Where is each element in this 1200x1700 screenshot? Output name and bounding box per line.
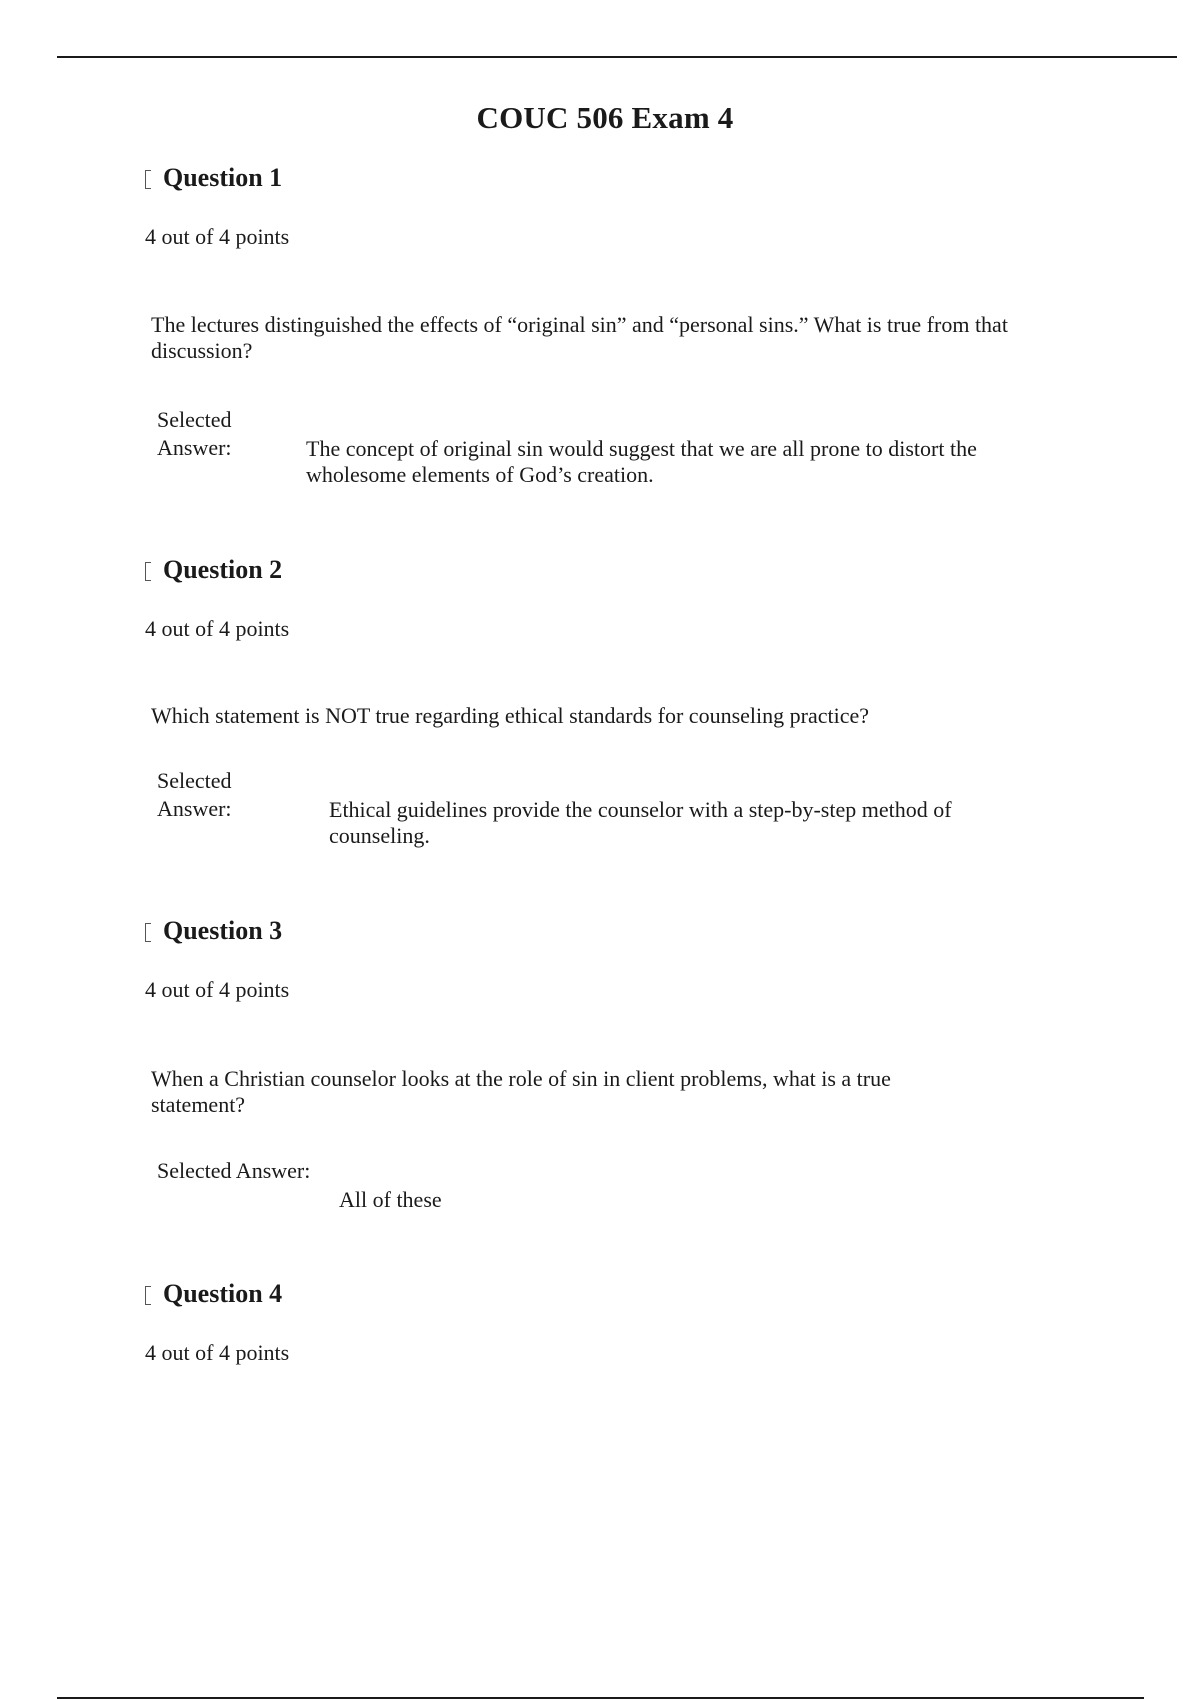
selected-label-line2: Answer: bbox=[157, 435, 232, 460]
question-1-points: 4 out of 4 points bbox=[145, 224, 290, 249]
document-title: COUC 506 Exam 4 bbox=[476, 100, 734, 135]
question-3-selected-label: Selected Answer: bbox=[157, 1158, 311, 1183]
question-1-prompt: The lectures distinguished the effects of “original sin” and “personal sins.” What is true from that discussion? bbox=[151, 312, 1008, 363]
selected-label-line2: Answer: bbox=[157, 796, 232, 821]
question-4-heading bbox=[145, 1279, 282, 1309]
selected-label-line1: Selected bbox=[157, 768, 232, 793]
question-status-icon bbox=[145, 1286, 151, 1305]
question-status-icon bbox=[145, 923, 151, 942]
question-4-title: Question 4 bbox=[163, 1279, 283, 1308]
question-status-icon bbox=[145, 562, 151, 581]
question-1-heading bbox=[145, 163, 282, 193]
question-status-icon bbox=[145, 170, 151, 189]
bottom-rule bbox=[57, 1697, 1144, 1699]
question-1-title: Question 1 bbox=[163, 163, 283, 192]
question-2-selected-label bbox=[157, 767, 232, 823]
question-3-heading bbox=[145, 916, 282, 946]
question-4-points: 4 out of 4 points bbox=[145, 1340, 290, 1365]
top-rule bbox=[57, 56, 1177, 58]
question-2-prompt: Which statement is NOT true regarding ethical standards for counseling practice? bbox=[151, 703, 869, 728]
question-2-heading bbox=[145, 555, 282, 585]
question-2-title: Question 2 bbox=[163, 555, 283, 584]
question-3-selected-answer: All of these bbox=[339, 1187, 442, 1212]
question-1-selected-answer: The concept of original sin would suggest that we are all prone to distort the wholesome elements of God’s creation. bbox=[306, 436, 977, 487]
question-3-title: Question 3 bbox=[163, 916, 283, 945]
selected-label-line1: Selected bbox=[157, 407, 232, 432]
question-3-points: 4 out of 4 points bbox=[145, 977, 290, 1002]
question-3-prompt: When a Christian counselor looks at the role of sin in client problems, what is a true statement? bbox=[151, 1066, 891, 1117]
question-2-selected-answer: Ethical guidelines provide the counselor with a step-by-step method of counseling. bbox=[329, 797, 952, 848]
question-2-points: 4 out of 4 points bbox=[145, 616, 290, 641]
question-1-selected-label bbox=[157, 406, 232, 462]
